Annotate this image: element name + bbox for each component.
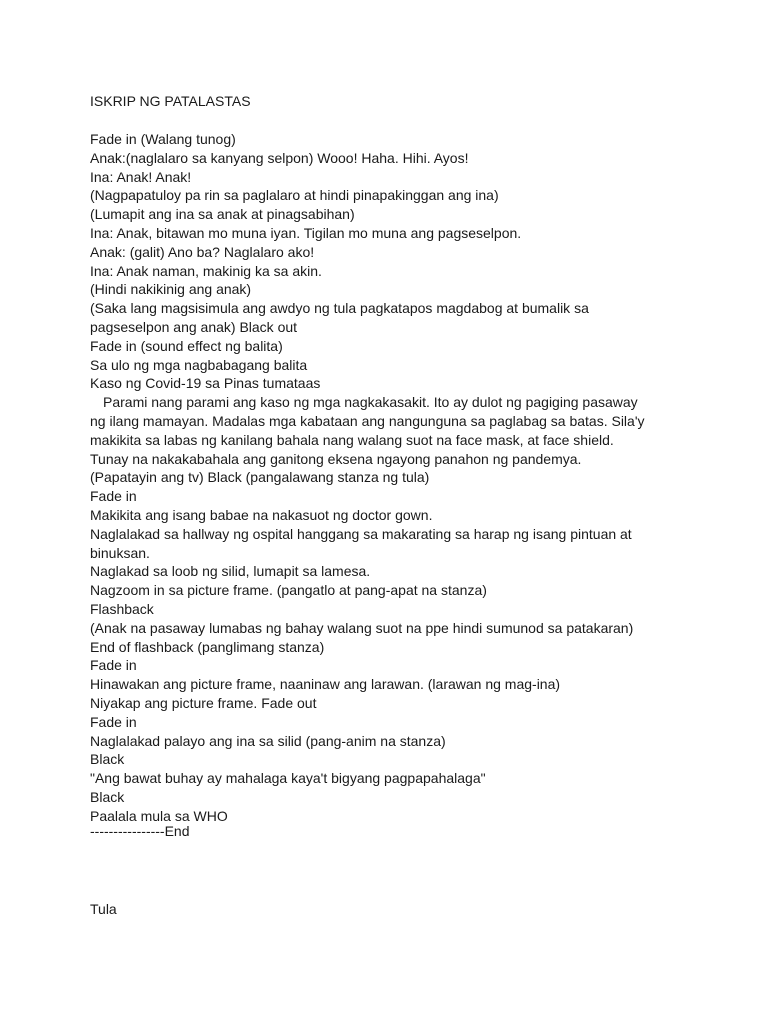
- script-line: Black: [90, 751, 125, 768]
- script-line: Anak:(naglalaro sa kanyang selpon) Wooo! Haha. Hihi. Ayos!: [90, 149, 469, 166]
- script-body: [90, 130, 650, 825]
- script-line: Ina: Anak, bitawan mo muna iyan. Tigilan mo muna ang pagseselpon.: [90, 224, 522, 241]
- script-line: (Anak na pasaway lumabas ng bahay walang suot na ppe hindi sumunod sa patakaran): [90, 619, 634, 636]
- end-marker: ----------------End: [90, 823, 190, 839]
- script-line: Naglalakad palayo ang ina sa silid (pang-anim na stanza): [90, 732, 446, 749]
- script-line: Fade in: [90, 713, 137, 730]
- script-line: Paalala mula sa WHO: [90, 807, 228, 824]
- script-line: (Nagpapatuloy pa rin sa paglalaro at hindi pinapakinggan ang ina): [90, 187, 499, 204]
- script-line: "Ang bawat buhay ay mahalaga kaya't bigyang pagpapahalaga": [90, 770, 486, 787]
- document-title: ISKRIP NG PATALASTAS: [90, 93, 251, 109]
- script-line: Sa ulo ng mga nagbabagang balita: [90, 356, 308, 373]
- script-line: Black: [90, 788, 125, 805]
- script-line: Kaso ng Covid-19 sa Pinas tumataas: [90, 375, 321, 392]
- script-line: (Papatayin ang tv) Black (pangalawang stanza ng tula): [90, 469, 430, 486]
- script-line: End of flashback (panglimang stanza): [90, 638, 325, 655]
- script-line: Nagzoom in sa picture frame. (pangatlo at pang-apat na stanza): [90, 582, 487, 599]
- script-line: Naglakad sa loob ng silid, lumapit sa lamesa.: [90, 563, 371, 580]
- script-line: Ina: Anak! Anak!: [90, 168, 192, 185]
- script-line: Hinawakan ang picture frame, naaninaw ang larawan. (larawan ng mag-ina): [90, 676, 561, 693]
- script-line: Fade in: [90, 657, 137, 674]
- script-line: Niyakap ang picture frame. Fade out: [90, 694, 317, 711]
- script-line: Parami nang parami ang kaso ng mga nagkakasakit. Ito ay dulot ng pagiging pasaway ng ilang mamayan. Madalas mga kabataan ang nangunguna sa paglabag sa batas. Sila'y makikita sa labas ng kanilang bahala nang walang suot na face mask, at face shield. Tunay na nakakabahala ang ganitong eksena ngayong panahon ng pandemya.: [90, 394, 645, 467]
- script-line: Fade in (Walang tunog): [90, 131, 236, 147]
- script-line: Makikita ang isang babae na nakasuot ng doctor gown.: [90, 506, 433, 523]
- script-line: Ina: Anak naman, makinig ka sa akin.: [90, 262, 322, 279]
- script-line: (Lumapit ang ina sa anak at pinagsabihan): [90, 206, 355, 223]
- script-line: Anak: (galit) Ano ba? Naglalaro ako!: [90, 243, 315, 260]
- script-line: Fade in (sound effect ng balita): [90, 337, 283, 354]
- section-heading-tula: Tula: [90, 901, 117, 917]
- script-line: Flashback: [90, 600, 154, 617]
- script-line: (Hindi nakikinig ang anak): [90, 281, 252, 298]
- script-line: Fade in: [90, 488, 137, 505]
- script-line: (Saka lang magsisimula ang awdyo ng tula pagkatapos magdabog at bumalik sa pagseselpon ang anak) Black out: [90, 300, 589, 335]
- script-line: Naglalakad sa hallway ng ospital hanggang sa makarating sa harap ng isang pintuan at binuksan.: [90, 525, 632, 561]
